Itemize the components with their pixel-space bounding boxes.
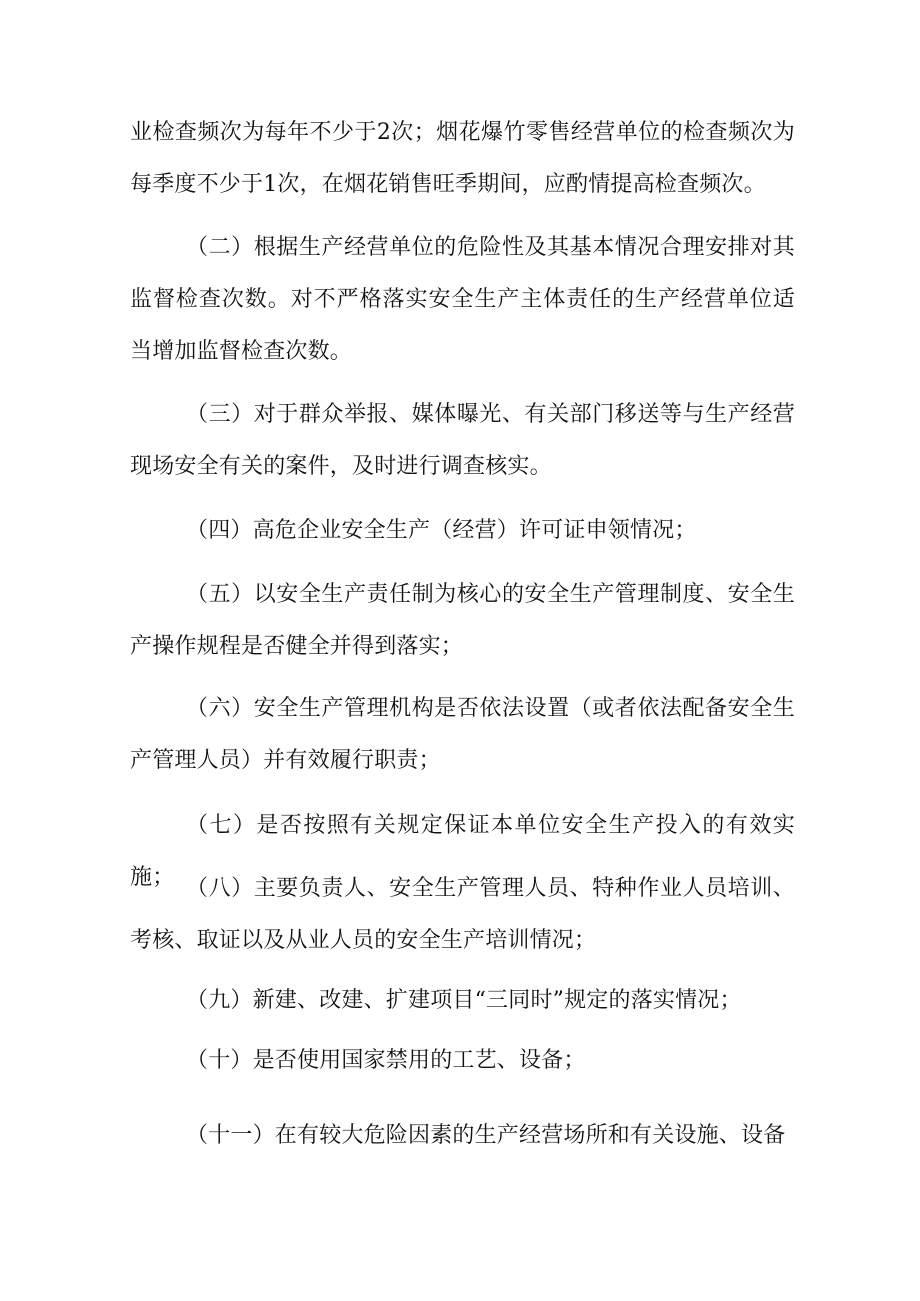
paragraph-item-4: （四）高危企业安全生产（经营）许可证申领情况； <box>186 518 697 543</box>
paragraph-item-2: （二）根据生产经营单位的危险性及其基本情况合理安排对其监督检查次数。对不严格落实安全生产主体责任的生产经营单位适当增加监督检查次数。 <box>130 235 795 364</box>
paragraph-continuation: 业检查频次为每年不少于2次；烟花爆竹零售经营单位的检查频次为每季度不少于1次，在烟花销售旺季期间，应酌情提高检查频次。 <box>130 120 795 197</box>
paragraph-item-6: （六）安全生产管理机构是否依法设置（或者依法配备安全生产管理人员）并有效履行职责； <box>130 696 795 773</box>
paragraph-item-11: （十一）在有较大危险因素的生产经营场所和有关设施、设备 <box>186 1123 786 1148</box>
paragraph-item-3: （三）对于群众举报、媒体曝光、有关部门移送等与生产经营现场安全有关的案件，及时进行调查核实。 <box>130 402 795 479</box>
paragraph-item-5: （五）以安全生产责任制为核心的安全生产管理制度、安全生产操作规程是否健全并得到落实； <box>130 582 795 659</box>
paragraph-item-7: （七）是否按照有关规定保证本单位安全生产投入的有效实施； <box>130 813 795 890</box>
paragraph-item-10: （十）是否使用国家禁用的工艺、设备； <box>186 1048 586 1073</box>
paragraph-item-9: （九）新建、改建、扩建项目“三同时”规定的落实情况； <box>186 988 742 1013</box>
paragraph-item-8: （八）主要负责人、安全生产管理人员、特种作业人员培训、考核、取证以及从业人员的安全生产培训情况； <box>130 876 795 953</box>
